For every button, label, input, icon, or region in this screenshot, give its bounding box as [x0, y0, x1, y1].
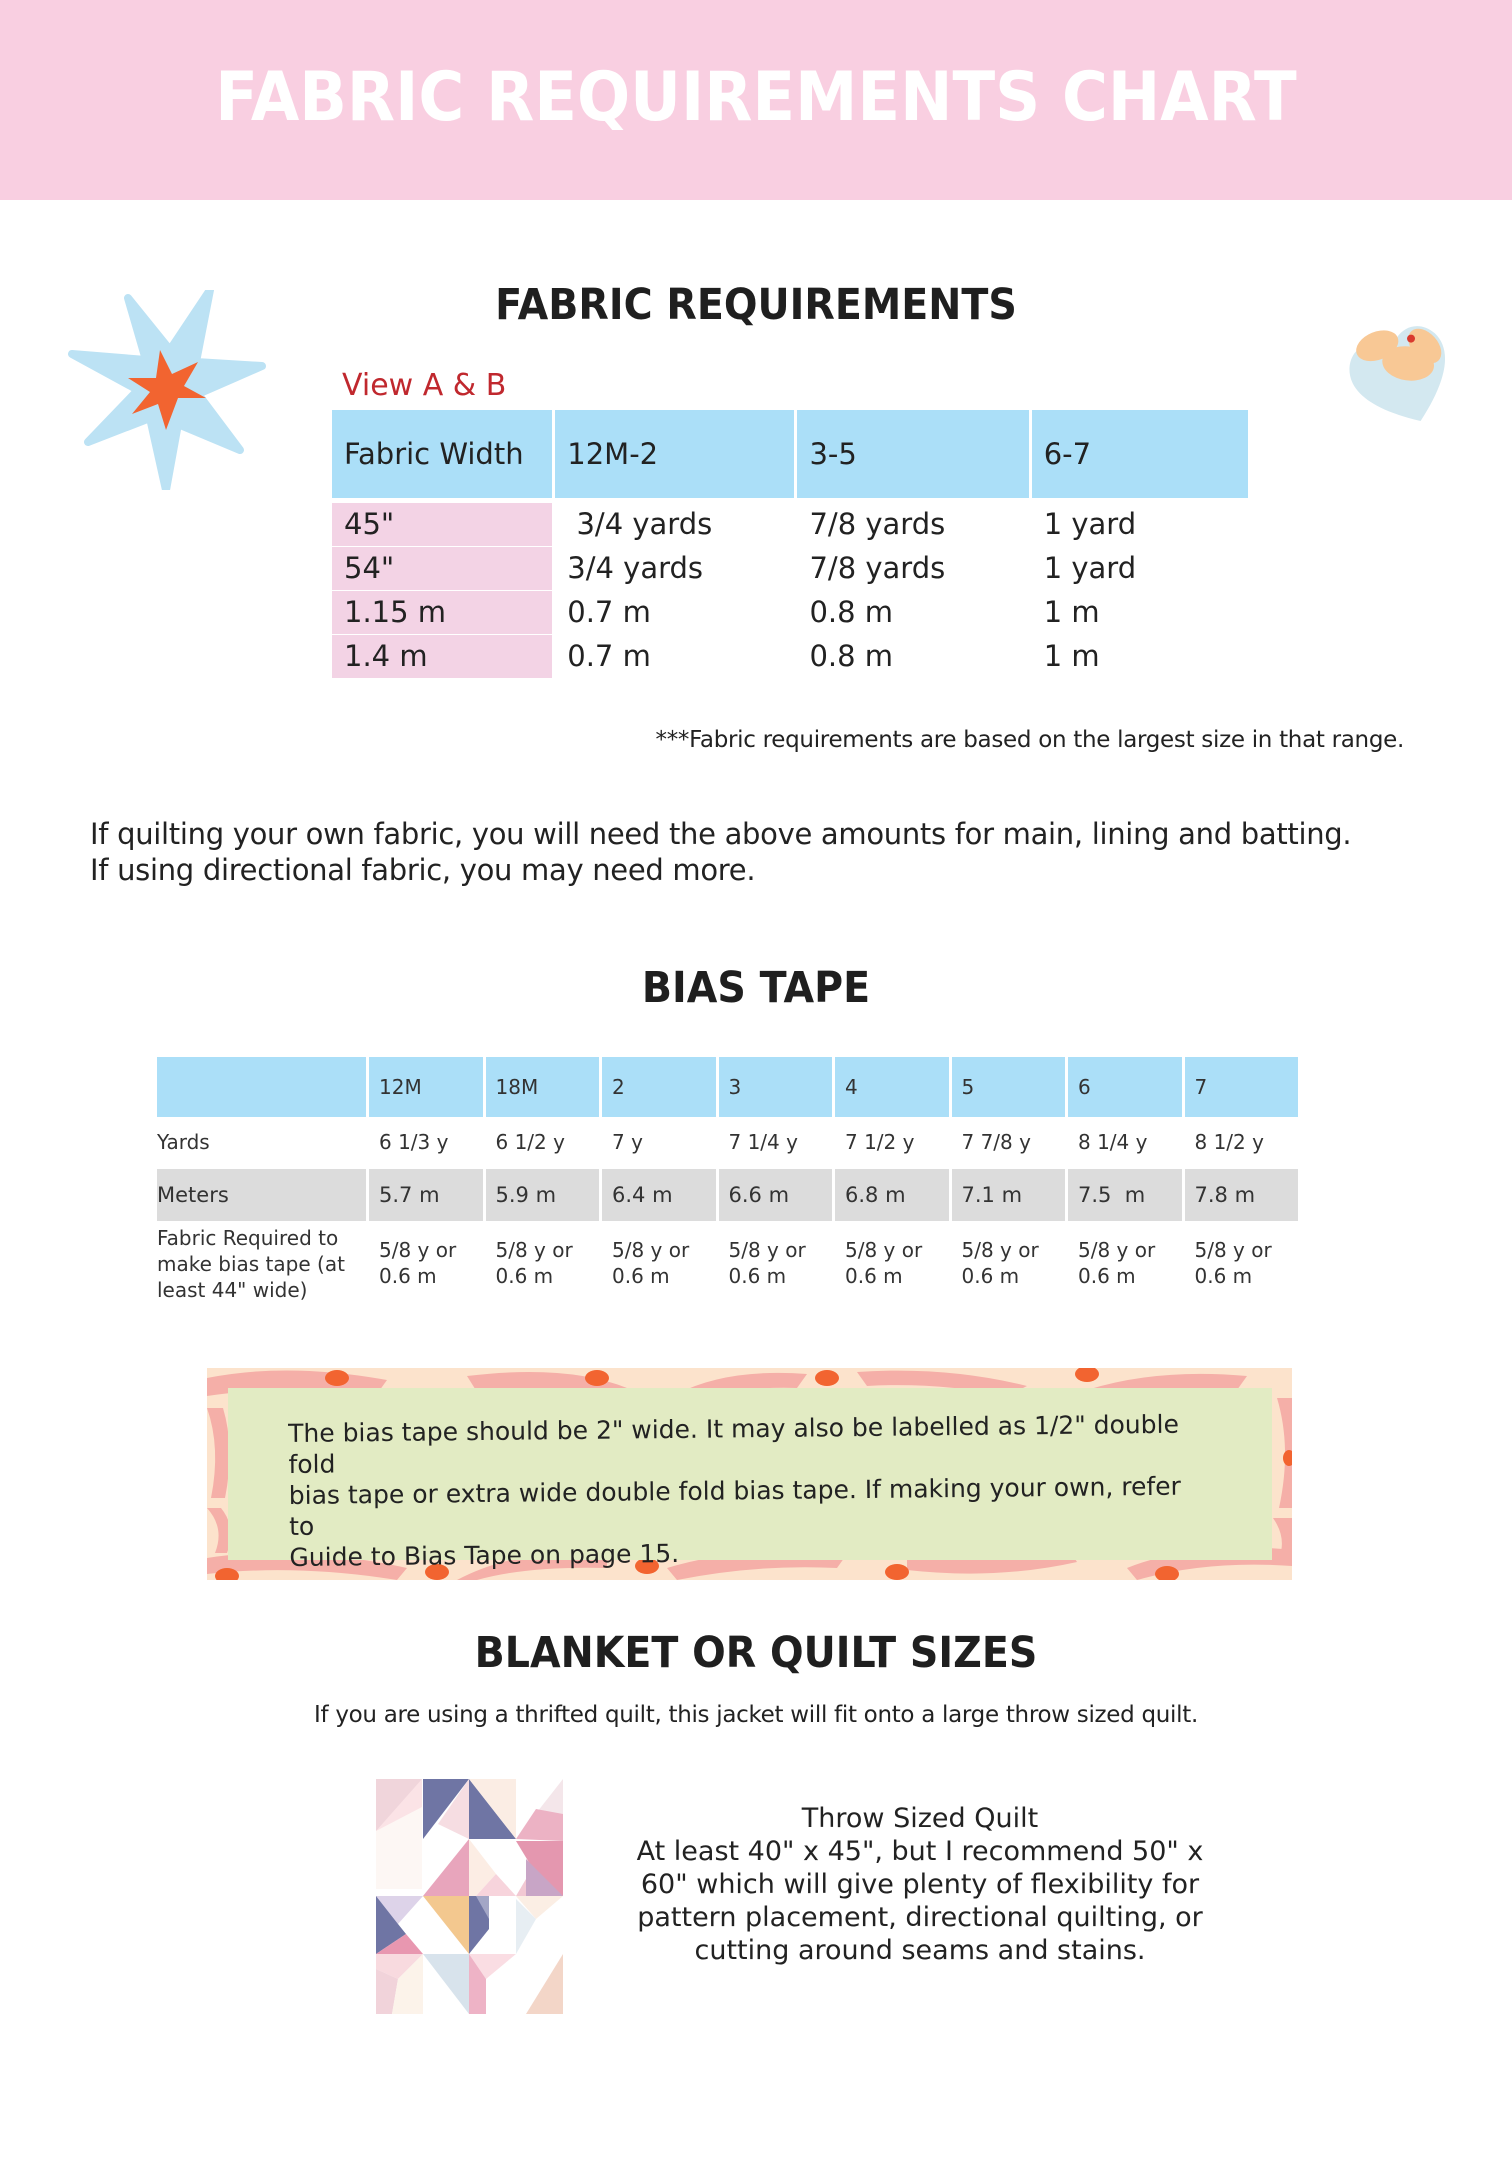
table-cell: 0.8 m [809, 639, 894, 673]
column-header: 4 [835, 1057, 949, 1117]
table-cell: 1 m [1043, 639, 1100, 673]
table-cell: 0.8 m [809, 595, 894, 629]
quilt-description-line: pattern placement, directional quilting, or [637, 1902, 1203, 1933]
table-cell: 1 yard [1043, 551, 1137, 585]
table-row [157, 1169, 1299, 1221]
table-row [157, 1117, 1299, 1167]
cell-line: 0.6 m [728, 1264, 787, 1288]
row-label: 54" [332, 547, 552, 590]
row-label-line: Fabric Required to [157, 1226, 339, 1250]
column-header: 18M [486, 1057, 600, 1117]
cell-line: 5/8 y or [845, 1238, 923, 1262]
table-cell: 5.9 m [486, 1169, 600, 1221]
table-row [332, 547, 1248, 590]
table-cell: 5.7 m [369, 1169, 483, 1221]
quilt-description-line: 60" which will give plenty of flexibility for [640, 1869, 1200, 1900]
bias-tape-table [157, 1057, 1299, 1303]
cell-line: 0.6 m [961, 1264, 1020, 1288]
table-cell: 0.7 m [567, 639, 651, 673]
cell-line: 5/8 y or [495, 1238, 573, 1262]
cell-line: 0.6 m [379, 1264, 437, 1288]
table-cell: 7 7/8 y [961, 1130, 1031, 1154]
cell-line: 0.6 m [1078, 1264, 1136, 1288]
cell-line: 5/8 y or [961, 1238, 1039, 1262]
row-label-line: least 44" wide) [157, 1278, 308, 1302]
row-label: 1.4 m [332, 635, 552, 678]
table-cell [719, 1223, 833, 1303]
table-cell: 0.7 m [567, 595, 651, 629]
column-header: 7 [1185, 1057, 1299, 1117]
column-header: 12M-2 [555, 410, 794, 498]
paragraph-line: If quilting your own fabric, you will need the above amounts for main, lining and batting. [90, 817, 1352, 851]
table-cell: 7.1 m [952, 1169, 1066, 1221]
table-cell [835, 1223, 949, 1303]
table-cell: 8 1/4 y [1078, 1130, 1148, 1154]
table-cell: 6 1/2 y [495, 1130, 565, 1154]
blanket-subtext: If you are using a thrifted quilt, this jacket will fit onto a large throw sized quilt. [314, 1702, 1198, 1728]
table-cell: 7 1/4 y [728, 1130, 798, 1154]
quilt-description-line: Throw Sized Quilt [801, 1803, 1039, 1834]
quilt-description-line: At least 40" x 45", but I recommend 50" x [636, 1836, 1204, 1867]
table-cell [369, 1223, 483, 1303]
cell-line: 5/8 y or [1078, 1238, 1156, 1262]
table-cell: 7 1/2 y [845, 1130, 915, 1154]
cell-line: 0.6 m [612, 1264, 670, 1288]
note-line: Guide to Bias Tape on page 15. [289, 1538, 680, 1572]
column-header: Fabric Width [332, 410, 552, 498]
column-header: 5 [952, 1057, 1066, 1117]
column-header: 6 [1068, 1057, 1182, 1117]
cell-line: 0.6 m [495, 1264, 554, 1288]
table-cell: 1 m [1043, 595, 1100, 629]
table-cell: 7/8 yards [809, 551, 946, 585]
table-cell [1185, 1223, 1299, 1303]
bias-tape-heading: BIAS TAPE [641, 963, 871, 1013]
blanket-heading: BLANKET OR QUILT SIZES [474, 1628, 1038, 1678]
table-cell: 6.8 m [835, 1169, 949, 1221]
column-header: 3 [719, 1057, 833, 1117]
table-cell [486, 1223, 600, 1303]
cell-line: 0.6 m [845, 1264, 903, 1288]
fabric-requirements-heading: FABRIC REQUIREMENTS [495, 280, 1017, 330]
table-row [332, 635, 1248, 678]
note-line: bias tape or extra wide double fold bias tape. If making your own, refer to [288, 1471, 1182, 1541]
cell-line: 5/8 y or [1194, 1238, 1272, 1262]
table-header-row [157, 1057, 1299, 1117]
column-header [157, 1057, 366, 1117]
paragraph-line: If using directional fabric, you may need more. [90, 853, 756, 887]
fabric-requirements-note: ***Fabric requirements are based on the largest size in that range. [655, 727, 1404, 753]
column-header: 12M [369, 1057, 483, 1117]
table-cell: 7/8 yards [809, 507, 946, 541]
cell-line: 5/8 y or [728, 1238, 806, 1262]
cell-line: 0.6 m [1194, 1264, 1253, 1288]
row-label [157, 1223, 366, 1303]
table-cell: 3/4 yards [567, 507, 713, 541]
table-header-row [332, 410, 1248, 498]
quilting-paragraph [90, 816, 1351, 888]
table-cell [602, 1223, 716, 1303]
table-cell: 6.6 m [719, 1169, 833, 1221]
column-header: 2 [602, 1057, 716, 1117]
row-label: 1.15 m [332, 591, 552, 634]
quilt-description-line: cutting around seams and stains. [694, 1935, 1146, 1966]
table-cell: 8 1/2 y [1194, 1130, 1264, 1154]
table-cell [1068, 1223, 1182, 1303]
table-cell: 6.4 m [602, 1169, 716, 1221]
row-label: 45" [332, 503, 552, 546]
table-cell: 3/4 yards [567, 551, 704, 585]
bias-tape-note [288, 1408, 1210, 1573]
column-header: 3-5 [797, 410, 1028, 498]
column-header: 6-7 [1032, 410, 1248, 498]
table-row [157, 1223, 1299, 1303]
note-line: The bias tape should be 2" wide. It may also be labelled as 1/2" double fold [288, 1409, 1180, 1479]
table-cell: 7.5 m [1068, 1169, 1182, 1221]
table-cell: 7 y [612, 1130, 643, 1154]
table-cell: 6 1/3 y [379, 1130, 449, 1154]
table-row [332, 503, 1248, 546]
throw-quilt-description [620, 1802, 1220, 1967]
fabric-requirements-table [332, 410, 1248, 679]
row-label: Meters [157, 1169, 366, 1221]
cell-line: 5/8 y or [612, 1238, 690, 1262]
row-label: Yards [157, 1130, 210, 1154]
view-label: View A & B [342, 368, 507, 403]
page-title: FABRIC REQUIREMENTS CHART [215, 58, 1297, 137]
cell-line: 5/8 y or [379, 1238, 457, 1262]
table-cell [952, 1223, 1066, 1303]
row-label-line: make bias tape (at [157, 1252, 345, 1276]
table-cell: 7.8 m [1185, 1169, 1299, 1221]
table-cell: 1 yard [1043, 507, 1137, 541]
table-row [332, 591, 1248, 634]
quilt-image [376, 1779, 563, 2014]
